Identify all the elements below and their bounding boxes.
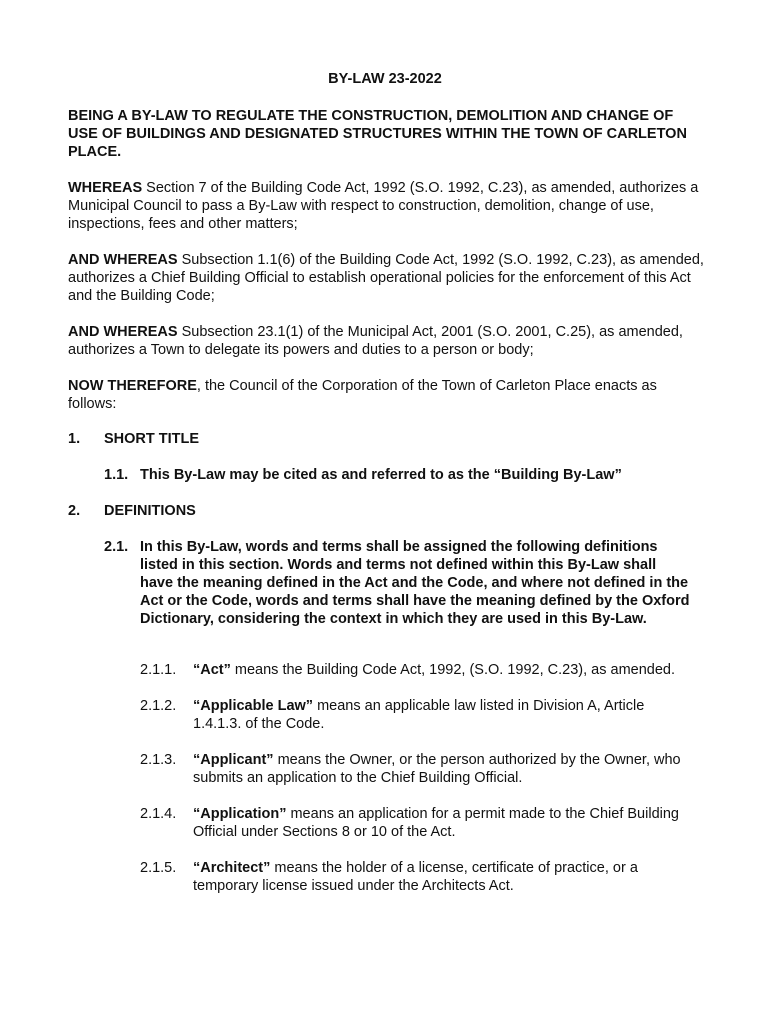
definition-body: means an applicable law listed in Division A, Article 1.4.1.3. of the Code. bbox=[193, 698, 645, 732]
definition-body: means the Owner, or the person authorized by the Owner, who submits an application to the Chief Building Official. bbox=[193, 752, 681, 786]
recital-text: Subsection 1.1(6) of the Building Code Act, 1992 (S.O. 1992, C.23), as amended, authorizes a Chief Building Official to establish operational policies for the enforcement of this Act and the Building Code; bbox=[68, 252, 704, 304]
recital-lead: WHEREAS bbox=[68, 180, 143, 196]
recital-text: Section 7 of the Building Code Act, 1992 (S.O. 1992, C.23), as amended, authorizes a Municipal Council to pass a By-Law with respect to construction, demolition, change of use, inspections, fees and other matters; bbox=[68, 180, 699, 232]
definition-body: means an application for a permit made to the Chief Building Official under Sections 8 or 10 of the Act. bbox=[193, 806, 679, 840]
section-number: 1. bbox=[68, 431, 81, 447]
recital-text: , the Council of the Corporation of the Town of Carleton Place enacts as follows: bbox=[68, 378, 657, 412]
definition-term: “Applicable Law” bbox=[193, 698, 314, 714]
recital-lead: AND WHEREAS bbox=[68, 324, 178, 340]
definition-application bbox=[193, 805, 713, 841]
definition-number: 2.1.3. bbox=[140, 752, 177, 768]
recital-whereas bbox=[68, 179, 708, 233]
subsection-number: 2.1. bbox=[104, 539, 129, 555]
recital-and-whereas-1 bbox=[68, 251, 708, 305]
recital-and-whereas-2 bbox=[68, 323, 698, 359]
definition-applicable-law bbox=[193, 697, 673, 733]
recital-lead: AND WHEREAS bbox=[68, 252, 178, 268]
definition-act bbox=[193, 661, 713, 679]
subsection-text: This By-Law may be cited as and referred to as the “Building By-Law” bbox=[140, 467, 622, 483]
recital-now-therefore bbox=[68, 377, 708, 413]
section-title-short-title: SHORT TITLE bbox=[104, 431, 200, 447]
definition-number: 2.1.4. bbox=[140, 806, 177, 822]
recital-text: Subsection 23.1(1) of the Municipal Act, 2001 (S.O. 2001, C.25), as amended, authorizes a Town to delegate its powers and duties to a person or body; bbox=[68, 324, 683, 358]
definition-applicant bbox=[193, 751, 683, 787]
definition-number: 2.1.5. bbox=[140, 860, 177, 876]
bylaw-title: BY-LAW 23-2022 bbox=[328, 71, 442, 87]
subsection-number: 1.1. bbox=[104, 467, 129, 483]
definition-term: “Architect” bbox=[193, 860, 271, 876]
section-title-definitions: DEFINITIONS bbox=[104, 503, 196, 519]
definition-number: 2.1.2. bbox=[140, 698, 177, 714]
definition-term: “Act” bbox=[193, 662, 231, 678]
bylaw-heading: BEING A BY-LAW TO REGULATE THE CONSTRUCTION, DEMOLITION AND CHANGE OF USE OF BUILDINGS AND DESIGNATED STRUCTURES WITHIN THE TOWN OF CARLETON PLACE. bbox=[68, 108, 687, 160]
section-number: 2. bbox=[68, 503, 81, 519]
definition-number: 2.1.1. bbox=[140, 662, 177, 678]
definition-architect bbox=[193, 859, 673, 895]
recital-lead: NOW THEREFORE bbox=[68, 378, 197, 394]
definition-body: means the Building Code Act, 1992, (S.O. 1992, C.23), as amended. bbox=[230, 662, 676, 678]
definition-body: means the holder of a license, certificate of practice, or a temporary license issued under the Architects Act. bbox=[193, 860, 638, 894]
definition-term: “Applicant” bbox=[193, 752, 274, 768]
subsection-text: In this By-Law, words and terms shall be assigned the following definitions listed in this section. Words and terms not defined within this By-Law shall have the meaning defined in the Act and the Code, and where not defined in the Act or the Code, words and terms shall have the meaning defined by the Oxford Dictionary, considering the context in which they are used in this By-Law. bbox=[140, 539, 690, 627]
definition-term: “Application” bbox=[193, 806, 287, 822]
